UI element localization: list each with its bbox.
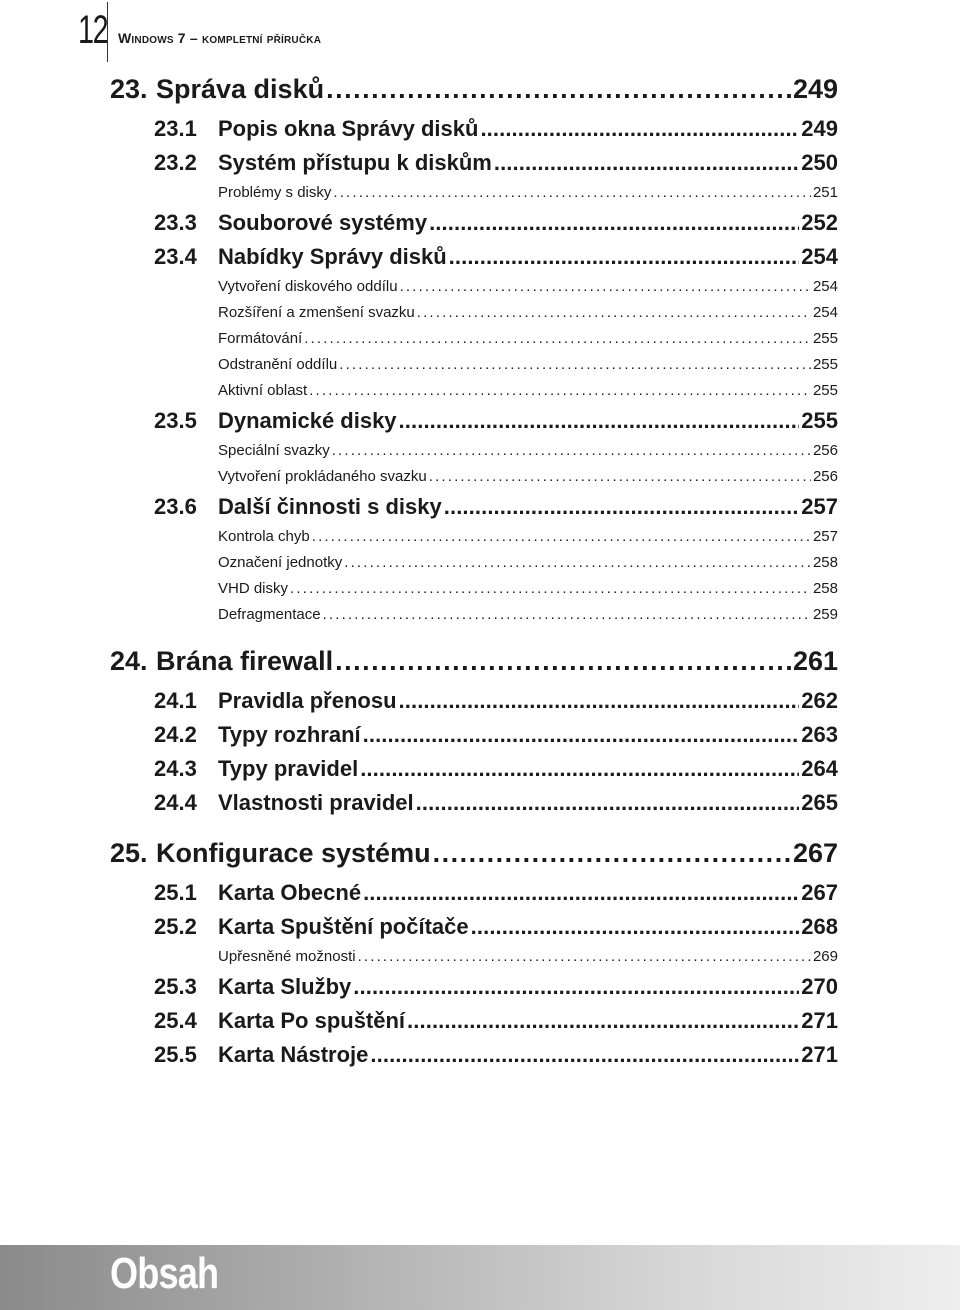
toc-entry-section[interactable] <box>110 150 838 184</box>
toc-number: 25.2 <box>154 914 197 939</box>
toc-page-number: 259 <box>812 606 838 623</box>
toc-number: 24. <box>110 646 148 676</box>
toc-number: 24.3 <box>154 756 197 781</box>
toc-page-number: 256 <box>812 442 838 459</box>
toc-title: Rozšíření a zmenšení svazku <box>218 304 415 321</box>
toc-entry-sub[interactable] <box>110 330 838 356</box>
toc-title: Nabídky Správy disků <box>218 244 447 269</box>
toc-title: Souborové systémy <box>218 210 428 235</box>
toc-number: 23.2 <box>154 150 197 175</box>
toc-entry-sub[interactable] <box>110 528 838 554</box>
toc-entry-sub[interactable] <box>110 948 838 974</box>
dot-leader <box>407 1008 799 1034</box>
toc-title: Speciální svazky <box>218 442 330 459</box>
toc-entry-section[interactable] <box>110 1042 838 1076</box>
toc-number: 24.2 <box>154 722 197 747</box>
page-number: 12 <box>78 8 108 52</box>
toc-entry-section[interactable] <box>110 210 838 244</box>
toc-entry-section[interactable] <box>110 880 838 914</box>
toc-page-number: 267 <box>792 838 838 868</box>
table-of-contents <box>110 74 838 1076</box>
toc-page-number: 254 <box>812 278 838 295</box>
toc-page-number: 269 <box>812 948 838 965</box>
toc-title: Aktivní oblast <box>218 382 308 399</box>
toc-page-number: 255 <box>812 330 838 347</box>
toc-page-number: 254 <box>812 304 838 321</box>
toc-page-number: 264 <box>801 756 838 781</box>
toc-entry-section[interactable] <box>110 408 838 442</box>
toc-number: 23. <box>110 74 148 104</box>
dot-leader <box>433 838 791 869</box>
toc-number: 23.1 <box>154 116 197 141</box>
toc-title: Karta Spuštění počítače <box>218 914 469 939</box>
toc-title: Odstranění oddílu <box>218 356 338 373</box>
dot-leader <box>449 244 800 270</box>
toc-title: Typy pravidel <box>218 756 359 781</box>
dot-leader <box>399 408 800 434</box>
toc-page-number: 250 <box>801 150 838 175</box>
dot-leader <box>323 606 811 623</box>
dot-leader <box>480 116 799 142</box>
toc-number: 25.1 <box>154 880 197 905</box>
toc-page-number: 257 <box>812 528 838 545</box>
toc-page-number: 255 <box>812 356 838 373</box>
toc-number: 23.5 <box>154 408 197 433</box>
toc-title: Označení jednotky <box>218 554 343 571</box>
dot-leader <box>363 880 799 906</box>
dot-leader <box>312 528 811 545</box>
toc-page-number: 268 <box>801 914 838 939</box>
toc-number: 25.5 <box>154 1042 197 1067</box>
toc-page-number: 262 <box>801 688 838 713</box>
toc-title: Další činnosti s disky <box>218 494 442 519</box>
dot-leader <box>304 330 811 347</box>
toc-title: Vytvoření diskového oddílu <box>218 278 398 295</box>
toc-number: 25. <box>110 838 148 868</box>
toc-title: Karta Služby <box>218 974 352 999</box>
toc-entry-sub[interactable] <box>110 442 838 468</box>
toc-entry-section[interactable] <box>110 974 838 1008</box>
toc-entry-section[interactable] <box>110 116 838 150</box>
toc-entry-sub[interactable] <box>110 580 838 606</box>
dot-leader <box>363 722 800 748</box>
toc-entry-section[interactable] <box>110 722 838 756</box>
toc-title: Formátování <box>218 330 303 347</box>
dot-leader <box>358 948 811 965</box>
dot-leader <box>333 184 811 201</box>
toc-page-number: 270 <box>801 974 838 999</box>
toc-page-number: 271 <box>801 1042 838 1067</box>
toc-entry-sub[interactable] <box>110 554 838 580</box>
toc-page-number: 263 <box>801 722 838 747</box>
toc-title: Karta Nástroje <box>218 1042 369 1067</box>
toc-entry-section[interactable] <box>110 244 838 278</box>
toc-page-number: 257 <box>801 494 838 519</box>
dot-leader <box>290 580 811 597</box>
dot-leader <box>344 554 811 571</box>
toc-number: 25.3 <box>154 974 197 999</box>
toc-title: VHD disky <box>218 580 289 597</box>
toc-page-number: 265 <box>801 790 838 815</box>
toc-entry-chapter[interactable] <box>110 646 838 684</box>
toc-page-number: 258 <box>812 554 838 571</box>
toc-entry-section[interactable] <box>110 756 838 790</box>
toc-title: Systém přístupu k diskům <box>218 150 492 175</box>
toc-title: Karta Obecné <box>218 880 362 905</box>
toc-title: Brána firewall <box>156 646 334 676</box>
toc-title: Vlastnosti pravidel <box>218 790 414 815</box>
toc-page-number: 255 <box>801 408 838 433</box>
dot-leader <box>335 646 791 677</box>
toc-title: Popis okna Správy disků <box>218 116 479 141</box>
footer-band <box>0 1245 960 1310</box>
toc-page-number: 252 <box>801 210 838 235</box>
dot-leader <box>494 150 799 176</box>
toc-title: Kontrola chyb <box>218 528 310 545</box>
dot-leader <box>416 790 800 816</box>
running-header <box>0 0 960 80</box>
toc-number: 23.6 <box>154 494 197 519</box>
toc-title: Karta Po spuštění <box>218 1008 406 1033</box>
toc-title: Dynamické disky <box>218 408 397 433</box>
toc-entry-sub[interactable] <box>110 356 838 382</box>
toc-entry-section[interactable] <box>110 1008 838 1042</box>
toc-title: Pravidla přenosu <box>218 688 397 713</box>
dot-leader <box>360 756 799 782</box>
toc-entry-section[interactable] <box>110 688 838 722</box>
toc-page-number: 251 <box>812 184 838 201</box>
toc-page-number: 254 <box>801 244 838 269</box>
dot-leader <box>326 74 791 105</box>
toc-entry-chapter[interactable] <box>110 838 838 876</box>
toc-number: 25.4 <box>154 1008 197 1033</box>
toc-page-number: 271 <box>801 1008 838 1033</box>
toc-entry-sub[interactable] <box>110 468 838 494</box>
toc-entry-section[interactable] <box>110 790 838 824</box>
toc-entry-sub[interactable] <box>110 184 838 210</box>
toc-entry-sub[interactable] <box>110 304 838 330</box>
toc-title: Typy rozhraní <box>218 722 361 747</box>
dot-leader <box>429 468 811 485</box>
toc-page-number: 258 <box>812 580 838 597</box>
toc-entry-sub[interactable] <box>110 606 838 632</box>
toc-title: Vytvoření prokládaného svazku <box>218 468 427 485</box>
toc-entry-section[interactable] <box>110 494 838 528</box>
dot-leader <box>353 974 799 1000</box>
dot-leader <box>471 914 800 940</box>
dot-leader <box>339 356 811 373</box>
dot-leader <box>332 442 811 459</box>
toc-page-number: 255 <box>812 382 838 399</box>
toc-entry-section[interactable] <box>110 914 838 948</box>
book-title: Windows 7 – kompletní příručka <box>118 30 322 46</box>
toc-entry-sub[interactable] <box>110 278 838 304</box>
toc-title: Upřesněné možnosti <box>218 948 356 965</box>
dot-leader <box>309 382 811 399</box>
header-divider <box>107 2 108 62</box>
dot-leader <box>417 304 811 321</box>
dot-leader <box>444 494 800 520</box>
toc-entry-sub[interactable] <box>110 382 838 408</box>
toc-page-number: 256 <box>812 468 838 485</box>
toc-page-number: 249 <box>792 74 838 104</box>
toc-title: Konfigurace systému <box>156 838 431 868</box>
toc-number: 24.4 <box>154 790 197 815</box>
toc-page-number: 261 <box>792 646 838 676</box>
section-title: Obsah <box>110 1249 219 1298</box>
toc-number: 23.4 <box>154 244 197 269</box>
toc-title: Správa disků <box>156 74 325 104</box>
dot-leader <box>400 278 811 295</box>
toc-number: 24.1 <box>154 688 197 713</box>
toc-entry-chapter[interactable] <box>110 74 838 112</box>
toc-number: 23.3 <box>154 210 197 235</box>
dot-leader <box>370 1042 799 1068</box>
toc-title: Problémy s disky <box>218 184 332 201</box>
dot-leader <box>399 688 800 714</box>
toc-page-number: 249 <box>801 116 838 141</box>
toc-page-number: 267 <box>801 880 838 905</box>
dot-leader <box>429 210 799 236</box>
toc-title: Defragmentace <box>218 606 321 623</box>
